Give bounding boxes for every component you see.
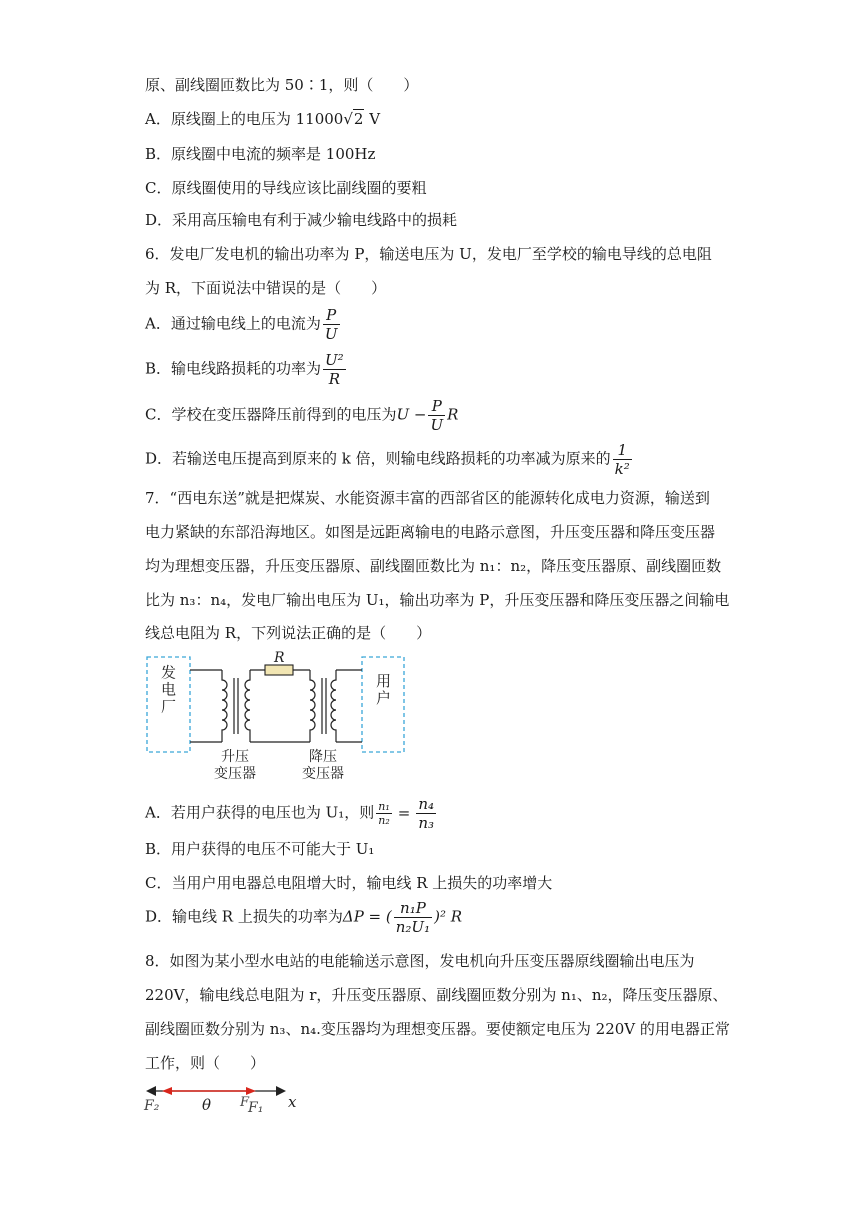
f2-label: F₂ (144, 1098, 160, 1114)
q6-option-d (145, 441, 634, 478)
q7-stem-line3: 均为理想变压器，升压变压器原、副线圈匝数比为 n₁：n₂，降压变压器原、副线圈匝数 (145, 557, 722, 575)
q7-option-a (145, 795, 438, 832)
delta-p: ΔP = ( (342, 907, 392, 926)
fraction-denominator: U (430, 416, 444, 434)
fraction-numerator: P (323, 306, 340, 325)
fraction-denominator: R (328, 370, 340, 388)
q8-stem-line1: 8．如图为某小型水电站的电能输送示意图，发电机向升压变压器原线圈输出电压为 (145, 952, 695, 970)
fraction (323, 351, 346, 388)
fraction-denominator: n₂ (378, 814, 390, 827)
axis-arrow-right (276, 1086, 286, 1096)
fraction (394, 899, 432, 936)
fraction (416, 795, 436, 832)
step-up-label-1: 升压 (221, 749, 249, 765)
q8-stem-line3: 副线圈匝数分别为 n₃、n₄.变压器均为理想变压器。要使额定电压为 220V 的用电器正常 (145, 1020, 730, 1038)
fraction-denominator: n₃ (418, 814, 435, 832)
q7-a-text: A．若用户获得的电压也为 U₁，则 (145, 803, 375, 822)
user-label: 用户 (374, 673, 392, 707)
fraction-numerator: n₁P (394, 899, 432, 918)
q7-option-d (145, 899, 462, 936)
q6-c-r: R (447, 405, 459, 424)
f-label: F (240, 1095, 250, 1110)
q6-c-u: U − (396, 405, 427, 424)
fraction-denominator: n₂U₁ (395, 918, 431, 936)
q5-stem: 原、副线圈匝数比为 50∶1，则（ ） (145, 76, 419, 94)
q7-d-text: D．输电线 R 上损失的功率为 (145, 907, 343, 926)
coil-secondary-step-down (331, 670, 336, 742)
fraction (613, 441, 632, 478)
red-arrow-right (246, 1087, 256, 1095)
q5-option-c: C．原线圈使用的导线应该比副线圈的要粗 (145, 179, 427, 197)
fraction-numerator: n₁ (378, 800, 390, 813)
q7-stem-line4: 比为 n₃：n₄，发电厂输出电压为 U₁，输出功率为 P，升压变压器和降压变压器之间输电 (145, 591, 730, 609)
axis-arrow-left (146, 1086, 156, 1096)
fraction (323, 306, 340, 343)
q8-stem-line2: 220V，输电线总电阻为 r，升压变压器原、副线圈匝数分别为 n₁、n₂，降压变压器原、 (145, 986, 728, 1004)
q6-option-c (145, 397, 458, 434)
x-axis-label: x (288, 1093, 297, 1111)
q7-d-tail: )² R (434, 907, 463, 926)
q5-a-unit: V (364, 110, 381, 128)
coil-secondary-step-up (245, 670, 250, 742)
resistor (265, 665, 293, 675)
f1-label: F₁ (248, 1100, 264, 1116)
q6-a-text: A．通过输电线上的电流为 (145, 314, 321, 333)
fraction-numerator: n₄ (418, 795, 435, 813)
fraction (428, 397, 445, 434)
q5-a-text: A．原线圈上的电压为 11000 (145, 110, 344, 128)
resistor-label: R (274, 650, 285, 666)
power-plant-label: 发电厂 (159, 664, 177, 716)
step-down-label-2: 变压器 (302, 766, 344, 782)
q6-d-text: D．若输送电压提高到原来的 k 倍，则输电线路损耗的功率减为原来的 (145, 449, 611, 468)
q6-option-a (145, 306, 342, 343)
coil-primary-step-up (222, 670, 227, 742)
q6-stem-line2: 为 R，下面说法中错误的是（ ） (145, 279, 387, 297)
q7-stem-line2: 电力紧缺的东部沿海地区。如图是远距离输电的电路示意图，升压变压器和降压变压器 (145, 523, 716, 541)
q7-option-c: C．当用户用电器总电阻增大时，输电线 R 上损失的功率增大 (145, 874, 553, 892)
equals-sign: = (397, 803, 411, 822)
sqrt-symbol: √2 (343, 110, 364, 128)
q7-stem-line1: 7．“西电东送”就是把煤炭、水能资源丰富的西部省区的能源转化成电力资源，输送到 (145, 489, 710, 507)
secondary-wire-right (336, 670, 362, 742)
q8-stem-line4: 工作，则（ ） (145, 1054, 266, 1072)
step-up-label-2: 变压器 (214, 766, 256, 782)
q6-c-text: C．学校在变压器降压前得到的电压为 (145, 405, 397, 424)
q5-option-a (145, 108, 380, 130)
q6-b-text: B．输电线路损耗的功率为 (145, 359, 322, 378)
q5-option-b: B．原线圈中电流的频率是 100Hz (145, 145, 376, 163)
fraction-numerator: U² (325, 351, 344, 369)
fraction-numerator: P (428, 397, 445, 416)
q5-option-d: D．采用高压输电有利于减少输电线路中的损耗 (145, 211, 458, 229)
fraction-denominator: k² (614, 460, 630, 478)
q7-option-b: B．用户获得的电压不可能大于 U₁ (145, 840, 375, 858)
theta-label: θ (202, 1096, 212, 1114)
sqrt-radicand: 2 (353, 110, 364, 128)
transmission-circuit-diagram (140, 650, 410, 785)
fraction-denominator: U (324, 325, 338, 343)
fraction-numerator: 1 (613, 441, 632, 460)
force-vector-diagram (140, 1080, 320, 1125)
fraction (376, 800, 392, 827)
primary-wire-left (190, 670, 222, 742)
coil-primary-step-down (310, 670, 315, 742)
q6-option-b (145, 351, 348, 388)
red-arrow-left (162, 1087, 172, 1095)
q6-stem-line1: 6．发电厂发电机的输出功率为 P，输送电压为 U，发电厂至学校的输电导线的总电阻 (145, 245, 712, 263)
step-down-label-1: 降压 (309, 749, 337, 765)
q7-stem-line5: 线总电阻为 R，下列说法正确的是（ ） (145, 624, 432, 642)
